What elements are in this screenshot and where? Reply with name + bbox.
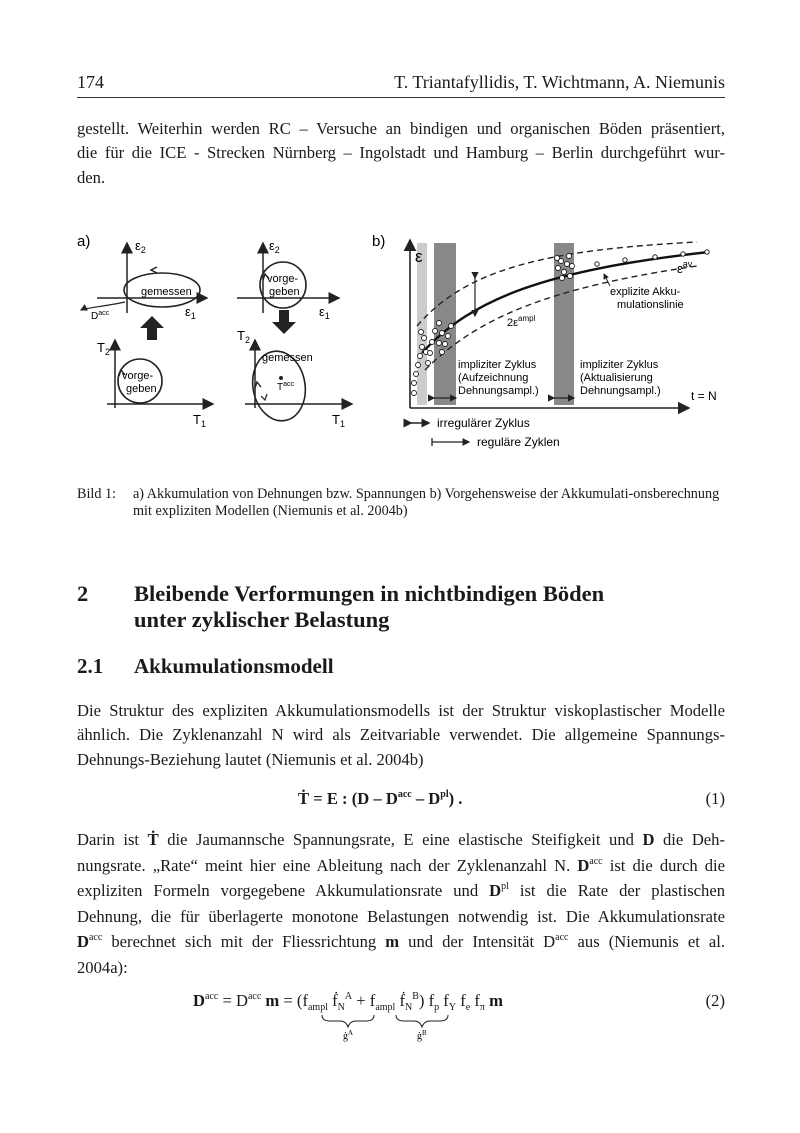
- panel-a-bottom-right: [237, 328, 352, 429]
- panel-a-top-right: [237, 238, 339, 321]
- impl1-line3: Dehnungsampl.): [458, 385, 539, 397]
- text-line: den.: [77, 167, 106, 187]
- T1-label-2: $T_1$: [332, 412, 345, 429]
- vorgegeben-label-1b: geben: [126, 383, 157, 395]
- panel-b-label: b): [372, 233, 386, 250]
- paragraph-3: [77, 827, 725, 980]
- intro-paragraph: [77, 117, 725, 190]
- page-number: 174: [77, 72, 104, 92]
- explizite-label-1: explizite Akku-: [610, 286, 681, 298]
- legend-regular: reguläre Zyklen: [477, 435, 560, 449]
- gb-label: $ġ^B$: [417, 1029, 427, 1042]
- t-axis-label: t = N: [691, 389, 717, 403]
- running-header: [77, 72, 725, 94]
- explizite-label-2: mulationslinie: [617, 299, 684, 311]
- text-line: die für die ICE - Strecken Nürnberg – Ingolstadt und Hamburg – Berlin durchgeführt wur-: [77, 143, 725, 163]
- subsection-title: Akkumulationsmodell: [134, 654, 334, 678]
- T1-label-1: $T_1$: [193, 412, 206, 429]
- vorgegeben-label-2b: geben: [269, 286, 300, 298]
- panel-a-label: a): [77, 233, 91, 250]
- impl1-line2: (Aufzeichnung: [458, 372, 529, 384]
- gemessen-label-1: gemessen: [141, 286, 192, 298]
- text-line: 2004a):: [77, 957, 128, 977]
- eps2-label-2: $\varepsilon_2$: [269, 238, 280, 255]
- caption-label: Bild 1:: [77, 486, 117, 502]
- arrow-down-icon: [272, 310, 296, 334]
- eps-av-label: $\varepsilon^{av}$: [677, 259, 693, 276]
- impl2-line2: (Aktualisierung: [580, 372, 653, 384]
- text-line: nungsrate. „Rate“ meint hier eine Ableitung nach der Zyklenanzahl N. $D^{acc}$ ist die durch die: [77, 855, 725, 875]
- eps2-label-1: $\varepsilon_2$: [135, 238, 146, 255]
- text-line: Darin ist Ṫ die Jaumannsche Spannungsrate, E eine elastische Steifigkeit und D die Deh-: [77, 830, 725, 849]
- text-line: Dehnung, die für überlagerte monotone Belastungen notwendig ist. Die Akkumulationsrate: [77, 906, 725, 926]
- tacc-label: $T^{acc}$: [277, 381, 295, 393]
- eps1-label-1: $\varepsilon_1$: [185, 304, 196, 321]
- text-line: Die Struktur des expliziten Akkumulationsmodells ist der Struktur viskoplastischer Modelle: [77, 701, 725, 720]
- gemessen-label-2: gemessen: [262, 352, 313, 364]
- legend-irregular: irregulärer Zyklus: [437, 416, 530, 430]
- two-eps-ampl-label: $2\varepsilon^{ampl}$: [507, 314, 536, 329]
- equation-2-underbraces: [320, 1013, 460, 1043]
- panel-b-plot: [410, 240, 717, 449]
- text-line: expliziten Formeln vorgegebene Akkumulationsrate und $D^{pl}$ ist die Rate der plastischen: [77, 881, 725, 900]
- section-number: 2: [77, 581, 89, 606]
- eps-axis-label: ε: [415, 247, 423, 266]
- caption-text: a) Akkumulation von Dehnungen bzw. Spannungen b) Vorgehensweise der Akkumulati-onsberechnung mit expliziten Modellen (Niemunis et al. 2004b): [133, 486, 720, 519]
- panel-a-bottom-left: [97, 340, 213, 429]
- dacc-label: $D^{acc}$: [91, 310, 110, 322]
- section-title: Bleibende Verformungen in nichtbindigen Böden unter zyklischer Belastung: [134, 581, 605, 632]
- vorgegeben-label-2a: vorge-: [267, 273, 299, 285]
- equation-1: Ṫ = E : $(D - D^{acc} - D^{pl})$ .: [298, 789, 463, 808]
- impl2-line1: impliziter Zyklus: [580, 359, 659, 371]
- arrow-up-icon: [140, 316, 164, 340]
- T2-label-2: $T_2$: [237, 328, 250, 345]
- text-line: Dehnungs-Beziehung lautet (Niemunis et al. 2004b): [77, 749, 424, 769]
- header-rule: [77, 97, 725, 98]
- equation-1-number: (1): [705, 789, 725, 808]
- text-line: $D^{acc}$ berechnet sich mit der Fliessrichtung m und der Intensität $D^{acc}$ aus (Niemunis et al.: [77, 932, 725, 951]
- impl2-line3: Dehnungsampl.): [580, 385, 661, 397]
- equation-2: $D^{acc} = D^{acc}$ $m = (f_{ampl}$ ḟ$_N^A$ + $f_{ampl}$ ḟ$_N^B$) $f_p$ $f_Y$ $f_e$ $f_\pi$ m: [193, 991, 503, 1013]
- text-line: ähnlich. Die Zyklenanzahl N wird als Zeitvariable verwendet. Die allgemeine Spannungs-: [77, 725, 725, 745]
- ga-label: $ġ^A$: [343, 1029, 354, 1042]
- figure-accumulation: [77, 228, 737, 458]
- vorgegeben-label-1a: vorge-: [122, 370, 154, 382]
- text-line: gestellt. Weiterhin werden RC – Versuche an bindigen und organischen Böden präsentiert,: [77, 119, 725, 138]
- header-authors: T. Triantafyllidis, T. Wichtmann, A. Niemunis: [394, 72, 725, 92]
- subsection-number: 2.1: [77, 654, 104, 678]
- paragraph-2: [77, 699, 725, 772]
- impl1-line1: impliziter Zyklus: [458, 359, 537, 371]
- T2-label-1: $T_2$: [97, 340, 110, 357]
- eps1-label-2: $\varepsilon_1$: [319, 304, 330, 321]
- panel-a-top-left: [81, 238, 207, 322]
- equation-2-number: (2): [705, 991, 725, 1010]
